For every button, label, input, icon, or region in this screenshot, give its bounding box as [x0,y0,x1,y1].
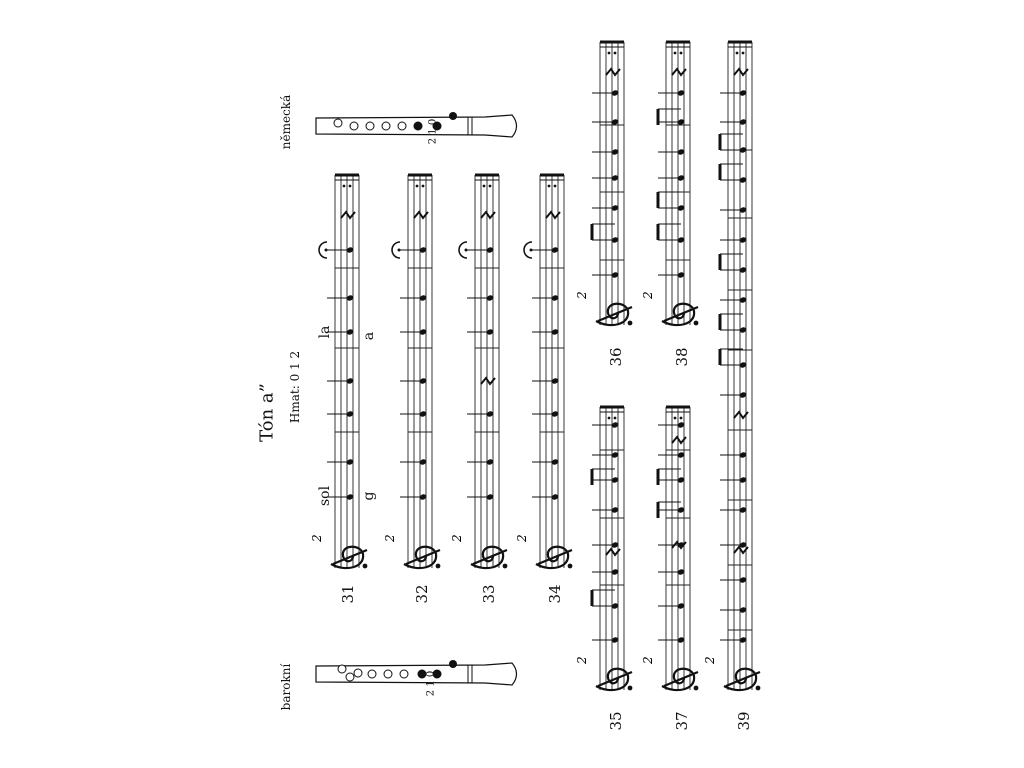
fingering-label: Hmat: 0 1 2 [288,350,302,424]
clef-dot [756,686,761,691]
repeat-dot [742,52,745,55]
repeat-dot [680,52,683,55]
label-baroque: barokní [279,663,293,711]
recorder-hole-open [382,122,390,130]
recorder-hole-open [368,670,376,678]
treble-clef [404,547,440,568]
repeat-dot [736,52,739,55]
fermata-dot [465,249,468,252]
treble-clef [662,304,698,325]
treble-clef [596,304,632,325]
time-signature: 2 [575,656,589,664]
treble-clef [662,669,698,690]
syllable-sol: sol [317,485,333,507]
syllable-la: la [317,325,333,339]
repeat-dot [489,185,492,188]
recorder-hole-open [346,673,354,681]
syllable-g: g [361,491,377,501]
exercise-number-37: 37 [673,711,691,731]
repeat-dot [343,185,346,188]
treble-clef [536,547,572,568]
clef-dot [694,686,699,691]
clef-dot [568,564,573,569]
recorder-hole-open [400,670,408,678]
recorder-thumb-hole-closed [449,660,457,668]
repeat-dot [416,185,419,188]
exercise-number-35: 35 [607,711,625,731]
treble-clef [471,547,507,568]
fermata-dot [530,249,533,252]
recorder-hole-open [384,670,392,678]
time-signature: 2 [310,534,324,542]
clef-dot [694,321,699,326]
repeat-dot [614,417,617,420]
recorder-hole-open [334,119,342,127]
repeat-dot [608,417,611,420]
repeat-dot [483,185,486,188]
recorder-hole-open [366,122,374,130]
recorder-hole-open [350,122,358,130]
exercise-number-39: 39 [735,711,753,731]
recorder-body [316,663,517,685]
staff-35 [575,42,632,325]
clef-dot [628,686,633,691]
fermata-dot [398,249,401,252]
recorder-hole-open [354,669,362,677]
page-title: Tón a” [256,383,278,442]
repeat-dot [608,52,611,55]
syllable-a: a [361,331,377,341]
exercise-number-34: 34 [546,584,564,604]
time-signature: 2 [641,291,655,299]
treble-clef [331,547,367,568]
recorder-hole-closed [414,122,422,130]
staff-32 [383,175,440,568]
recorder-baroque [316,660,517,685]
clef-dot [628,321,633,326]
staff-38 [641,407,698,690]
fermata-dot [325,249,328,252]
repeat-dot [674,417,677,420]
repeat-dot [614,52,617,55]
clef-dot [363,564,368,569]
label-german: německá [279,94,293,150]
staff-39 [703,42,760,690]
german-hole-numbers: 2 1 0 [427,118,439,145]
time-signature: 2 [515,534,529,542]
repeat-dot [674,52,677,55]
exercise-number-36: 36 [607,347,625,367]
time-signature: 2 [703,656,717,664]
staff-37 [641,42,698,325]
recorder-german [316,112,517,137]
clef-dot [503,564,508,569]
repeat-dot [422,185,425,188]
treble-clef [596,669,632,690]
exercise-number-38: 38 [673,347,691,367]
recorder-hole-open [338,665,346,673]
exercise-number-31: 31 [339,584,357,604]
staff-34 [515,175,572,568]
recorder-hole-open [398,122,406,130]
repeat-dot [349,185,352,188]
clef-dot [436,564,441,569]
repeat-dot [554,185,557,188]
treble-clef [724,669,760,690]
exercise-number-33: 33 [480,584,498,604]
baroque-hole-numbers: 2 1 0 [425,670,437,697]
repeat-dot [680,417,683,420]
staff-33 [450,175,507,568]
exercise-number-32: 32 [413,584,431,604]
staff-36 [575,407,632,690]
recorder-thumb-hole-closed [449,112,457,120]
repeat-dot [548,185,551,188]
time-signature: 2 [641,656,655,664]
time-signature: 2 [383,534,397,542]
time-signature: 2 [450,534,464,542]
time-signature: 2 [575,291,589,299]
